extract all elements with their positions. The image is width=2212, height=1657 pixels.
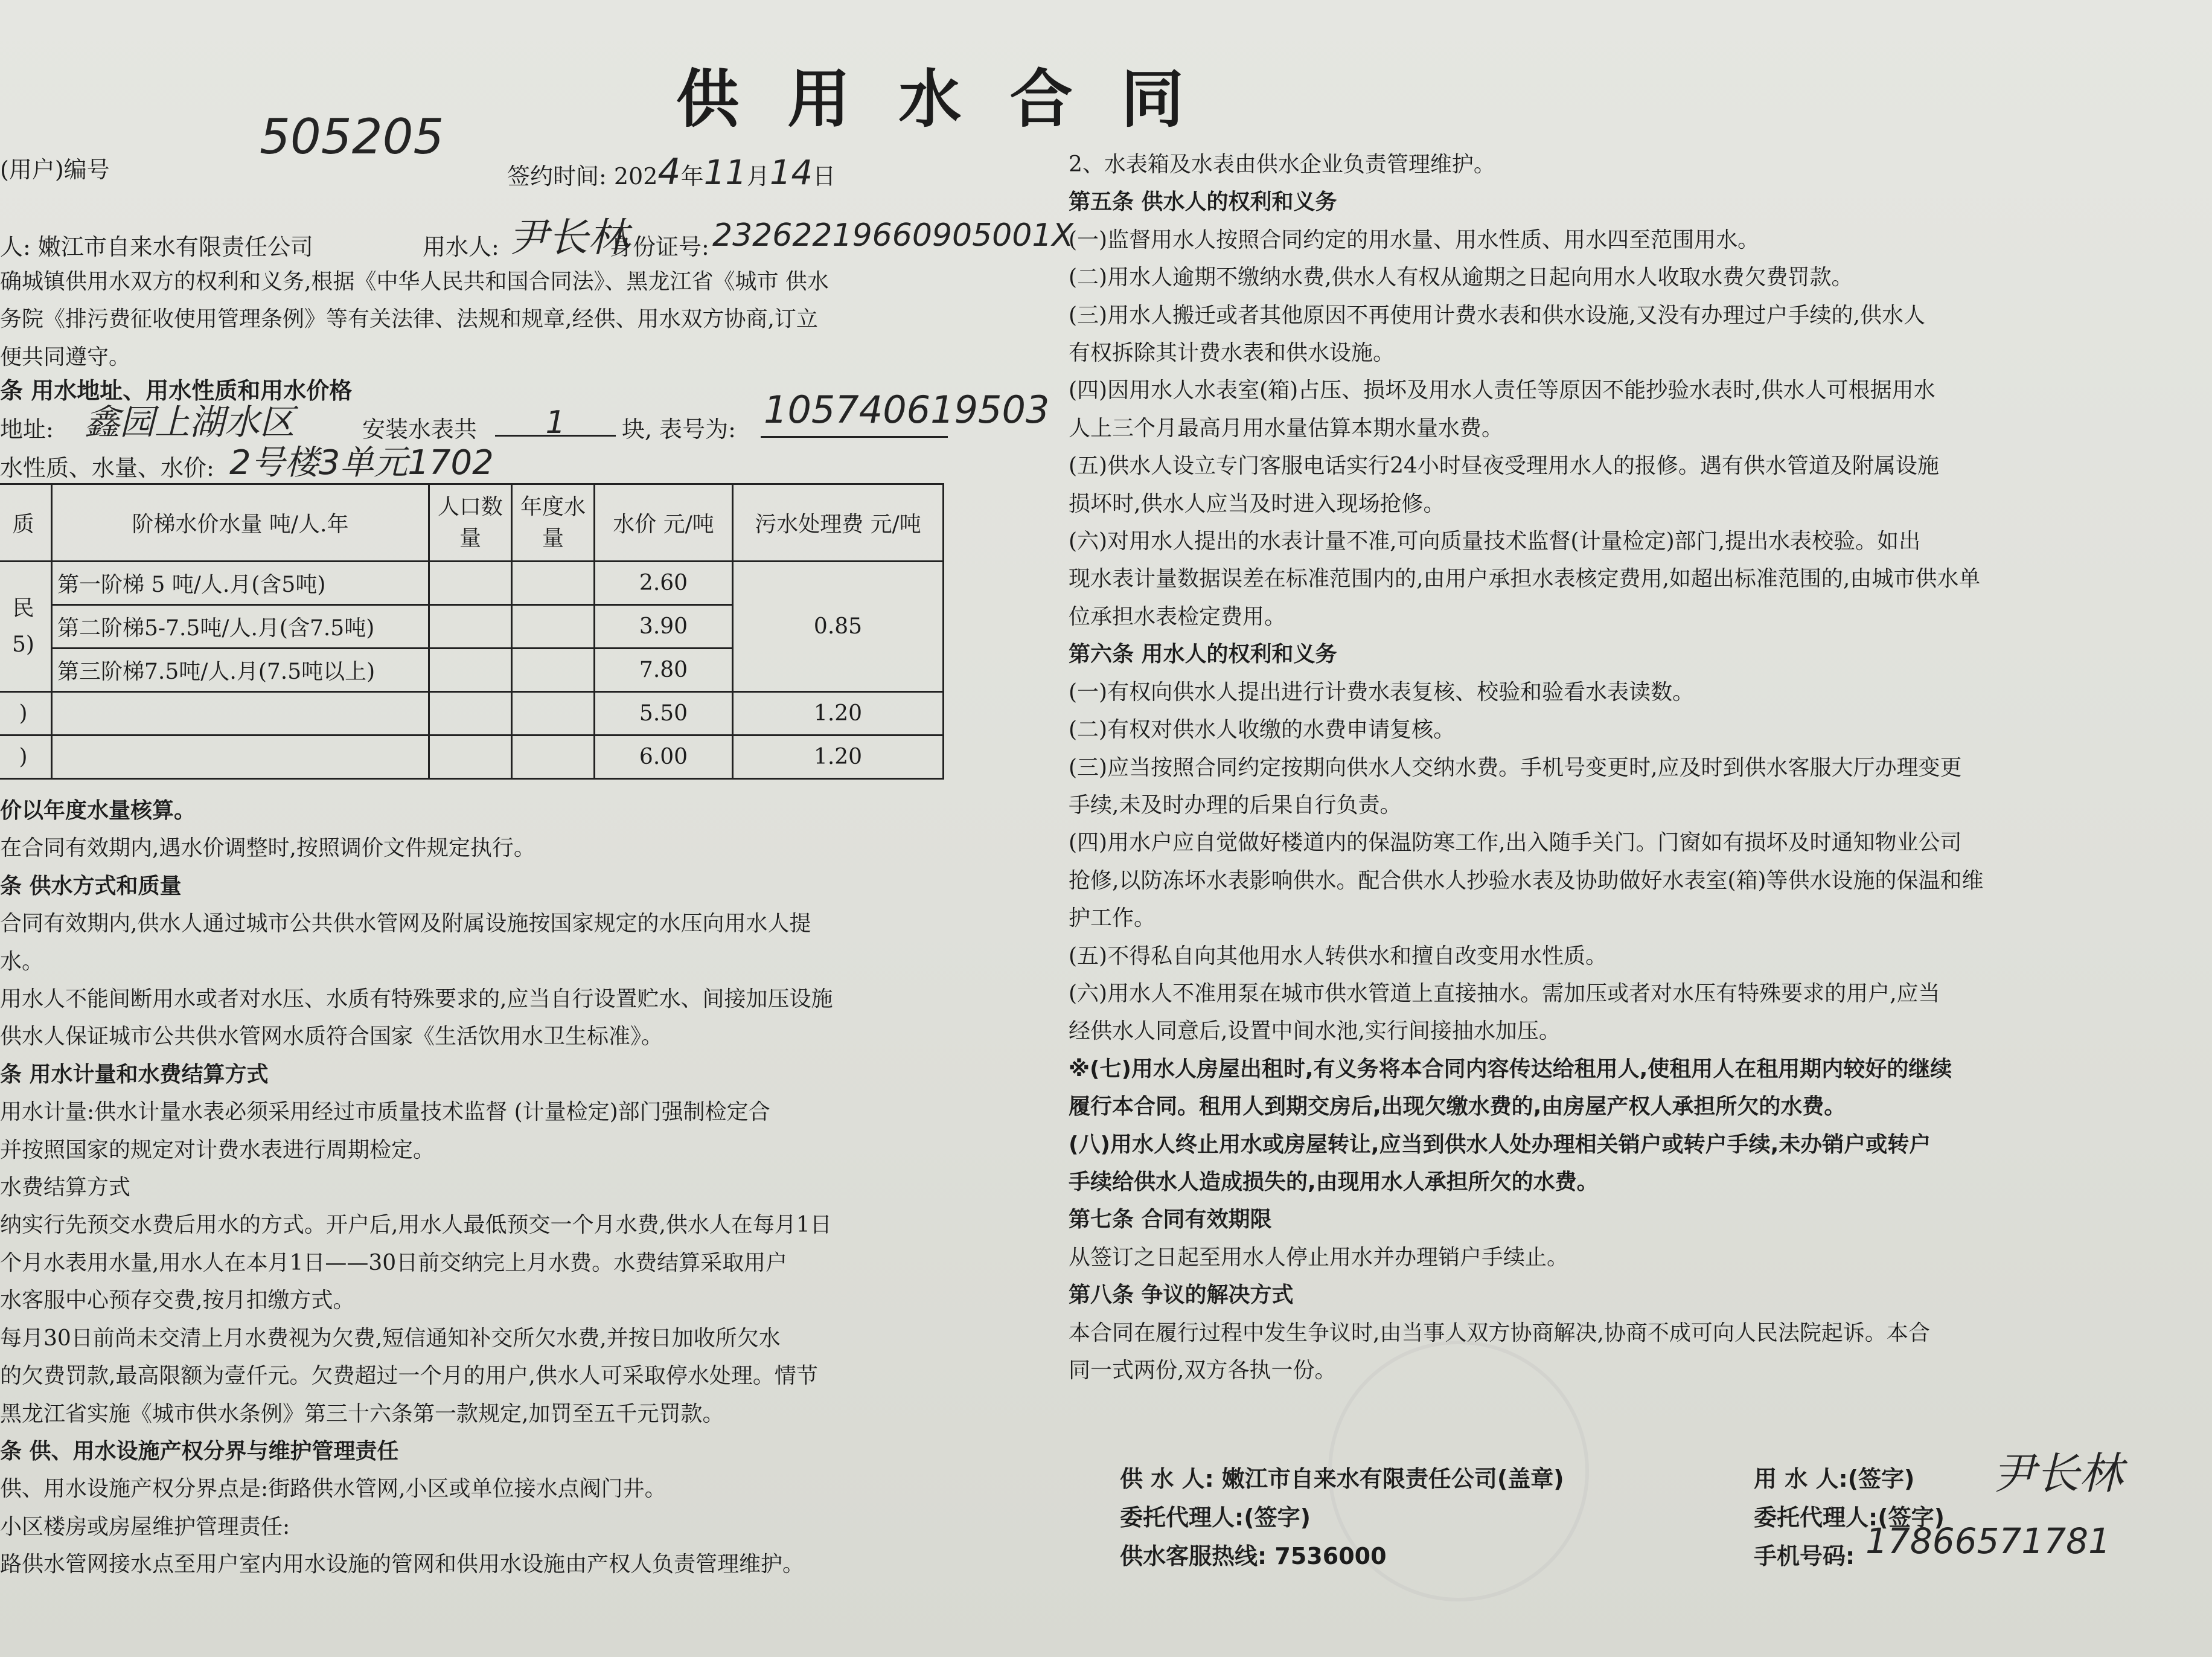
text-line: 用水计量:供水计量水表必须采用经过市质量技术监督 (计量检定)部门强制检定合 [0, 1100, 770, 1125]
price-cell: 3.90 [595, 605, 733, 649]
section-heading: 第五条 供水人的权利和义务 [1069, 190, 1337, 215]
header-cell: 污水处理费 元/吨 [733, 484, 944, 562]
text-line: 路供水管网接水点至用户室内用水设施的管网和供用水设施由产权人负责管理维护。 [0, 1552, 805, 1577]
handwritten-signature: 尹长林 [1992, 1448, 2123, 1499]
price-cell: 7.80 [595, 649, 733, 692]
header-cell: 水价 元/吨 [595, 484, 733, 562]
category-cell: ) [0, 736, 52, 779]
section-heading: 条 供、用水设施产权分界与维护管理责任 [0, 1438, 399, 1464]
text-line: (六)用水人不准用泵在城市供水管道上直接抽水。需加压或者对水压有特殊要求的用户,应当 [1069, 981, 1940, 1006]
text-line: (五)供水人设立专门客服电话实行24小时昼夜受理用水人的报修。遇有供水管道及附属设施 [1069, 454, 1939, 479]
table-header-row [0, 484, 944, 562]
user-label: 用水人: [423, 234, 499, 260]
population-cell [429, 605, 512, 649]
text-line: 每月30日前尚未交清上月水费视为欠费,短信通知补交所欠水费,并按日加收所欠水 [0, 1325, 781, 1351]
meter-count-label: 安装水表共 [362, 416, 478, 443]
handwritten-id-number: 23262219660905001X [712, 217, 1074, 254]
sewage-cell: 1.20 [733, 736, 944, 779]
text-line: 本合同在履行过程中发生争议时,由当事人双方协商解决,协商不成可向人民法院起诉。本合 [1069, 1320, 1930, 1345]
text-line: 水。 [0, 949, 44, 974]
text-line: 用水人不能间断用水或者对水压、水质有特殊要求的,应当自行设置贮水、间接加压设施 [0, 987, 833, 1012]
article-1-heading: 条 用水地址、用水性质和用水价格 [0, 377, 353, 404]
left-column-body [0, 792, 990, 1584]
text-line: (四)因用水人水表室(箱)占压、损坏及用水人责任等原因不能抄验水表时,供水人可根据用水 [1069, 378, 1936, 403]
text-line: 人上三个月最高月用水量估算本期水量水费。 [1069, 415, 1504, 441]
text-line: 黑龙江省实施《城市供水条例》第三十六条第一款规定,加罚至五千元罚款。 [0, 1401, 724, 1426]
text-line: 手续,未及时办理的后果自行负责。 [1069, 792, 1402, 818]
text-line: (一)有权向供水人提出进行计费水表复核、校验和验看水表读数。 [1069, 679, 1695, 705]
user-sign-line: 用 水 人:(签字) [1754, 1466, 1915, 1492]
text-line: 并按照国家的规定对计费水表进行周期检定。 [0, 1137, 435, 1162]
population-cell [429, 649, 512, 692]
text-line: 小区楼房或房屋维护管理责任: [0, 1514, 290, 1539]
annual-volume-cell [512, 649, 595, 692]
supplier-agent-line: 委托代理人:(签字) [1120, 1504, 1311, 1531]
handwritten-meter-number: 105740619503 [764, 388, 1050, 432]
meter-number-label: 块, 表号为: [622, 416, 736, 443]
header-cell: 年度水量 [512, 484, 595, 562]
text-line: 水客服中心预存交费,按月扣缴方式。 [0, 1288, 355, 1313]
hotline-line: 供水客服热线: 7536000 [1120, 1543, 1387, 1569]
tier-price-table [0, 483, 944, 780]
text-line: (三)应当按照合同约定按期向供水人交纳水费。手机号变更时,应及时到供水客服大厅办理变更 [1069, 755, 1962, 780]
tier-cell [52, 692, 429, 736]
price-cell: 2.60 [595, 562, 733, 605]
text-line: (三)用水人搬迁或者其他原因不再使用计费水表和供水设施,又没有办理过户手续的,供水人 [1069, 303, 1925, 328]
preamble-line: 便共同遵守。 [0, 344, 131, 370]
sign-date: 签约时间: 2024年11月14日 [507, 151, 836, 193]
handwritten-user-name: 尹长林 [508, 214, 628, 261]
tier-cell: 第三阶梯7.5吨/人.月(7.5吨以上) [52, 649, 429, 692]
address-label: 地址: [0, 416, 54, 443]
preamble-line: 确城镇供用水双方的权利和义务,根据《中华人民共和国合同法》、黑龙江省《城市 供水 [0, 269, 829, 294]
section-heading: 履行本合同。租用人到期交房后,出现欠缴水费的,由房屋产权人承担所欠的水费。 [1069, 1094, 1846, 1120]
text-line: 从签订之日起至用水人停止用水并办理销户手续止。 [1069, 1245, 1569, 1270]
population-cell [429, 692, 512, 736]
population-cell [429, 736, 512, 779]
preamble-line: 务院《排污费征收使用管理条例》等有关法律、法规和规章,经供、用水双方协商,订立 [0, 307, 818, 332]
text-line: 有权拆除其计费水表和供水设施。 [1069, 341, 1395, 366]
handwritten-phone: 17866571781 [1865, 1521, 2111, 1562]
section-heading: 条 用水计量和水费结算方式 [0, 1062, 269, 1087]
text-line: 现水表计量数据误差在标准范围内的,由用户承担水表核定费用,如超出标准范围的,由城市供水单 [1069, 566, 1981, 592]
text-line: 的欠费罚款,最高限额为壹仟元。欠费超过一个月的用户,供水人可采取停水处理。情节 [0, 1364, 818, 1389]
text-line: (四)用水户应自觉做好楼道内的保温防寒工作,出入随手关门。门窗如有损坏及时通知物业公司 [1069, 830, 1962, 856]
text-line: (一)监督用水人按照合同约定的用水量、用水性质、用水四至范围用水。 [1069, 227, 1760, 252]
text-line: 合同有效期内,供水人通过城市公共供水管网及附属设施按国家规定的水压向用水人提 [0, 911, 811, 937]
text-line: 纳实行先预交水费后用水的方式。开户后,用水人最低预交一个月水费,供水人在每月1日 [0, 1213, 832, 1238]
text-line: 抢修,以防冻坏水表影响供水。配合供水人抄验水表及协助做好水表室(箱)等供水设施的保温和维 [1069, 868, 1984, 893]
tier-cell: 第一阶梯 5 吨/人.月(含5吨) [52, 562, 429, 605]
table-row [0, 736, 944, 779]
section-heading: 手续给供水人造成损失的,由现用水人承担所欠的水费。 [1069, 1169, 1599, 1194]
section-heading: 价以年度水量核算。 [0, 798, 196, 823]
text-line: (二)用水人逾期不缴纳水费,供水人有权从逾期之日起向用水人收取水费欠费罚款。 [1069, 265, 1853, 290]
text-line: 损坏时,供水人应当及时进入现场抢修。 [1069, 491, 1445, 516]
section-heading: 第六条 用水人的权利和义务 [1069, 642, 1337, 667]
tier-cell: 第二阶梯5-7.5吨/人.月(含7.5吨) [52, 605, 429, 649]
handwritten-address: 鑫园上湖水区 [85, 402, 295, 443]
category-cell: ) [0, 692, 52, 736]
supplier-sign-line: 供 水 人: 嫩江市自来水有限责任公司(盖章) [1120, 1466, 1564, 1492]
annual-volume-cell [512, 692, 595, 736]
party-line: 人: 嫩江市自来水有限责任公司 [0, 234, 313, 260]
text-line: 个月水表用水量,用水人在本月1日——30日前交纳完上月水费。水费结算采取用户 [0, 1250, 788, 1275]
text-line: 供水人保证城市公共供水管网水质符合国家《生活饮用水卫生标准》。 [0, 1024, 663, 1050]
user-number-label: (用户)编号 [0, 156, 110, 183]
handwritten-user-number: 505205 [260, 109, 444, 165]
section-heading: 第七条 合同有效期限 [1069, 1207, 1272, 1232]
tier-cell [52, 736, 429, 779]
right-column-body [1069, 146, 2204, 1389]
water-nature-label: 水性质、水量、水价: [0, 455, 214, 481]
text-line: 同一式两份,双方各执一份。 [1069, 1358, 1337, 1383]
section-heading: 第八条 争议的解决方式 [1069, 1283, 1294, 1308]
text-line: (五)不得私自向其他用水人转供水和擅自改变用水性质。 [1069, 943, 1608, 969]
section-heading: (八)用水人终止用水或房屋转让,应当到供水人处办理相关销户或转户手续,未办销户或转户 [1069, 1132, 1931, 1157]
sewage-cell: 1.20 [733, 692, 944, 736]
sewage-cell: 0.85 [733, 562, 944, 692]
text-line: 水费结算方式 [0, 1175, 131, 1200]
user-agent-line: 委托代理人:(签字) [1754, 1504, 1945, 1531]
preamble [0, 263, 978, 376]
id-label: 身份证号: [610, 234, 709, 260]
price-cell: 6.00 [595, 736, 733, 779]
annual-volume-cell [512, 736, 595, 779]
text-line: 2、水表箱及水表由供水企业负责管理维护。 [1069, 152, 1495, 177]
text-line: 护工作。 [1069, 906, 1156, 931]
text-line: 位承担水表检定费用。 [1069, 604, 1287, 629]
annual-volume-cell [512, 562, 595, 605]
section-heading: 条 供水方式和质量 [0, 873, 182, 899]
table-row [0, 692, 944, 736]
section-heading: ※(七)用水人房屋出租时,有义务将本合同内容传达给租用人,使租用人在租用期内较好的继续 [1069, 1056, 1952, 1082]
handwritten-unit-address: 2号楼3单元1702 [229, 443, 494, 482]
header-cell: 质 [0, 484, 52, 562]
text-line: 经供水人同意后,设置中间水池,实行间接抽水加压。 [1069, 1019, 1561, 1044]
text-line: 供、用水设施产权分界点是:街路供水管网,小区或单位接水点阀门井。 [0, 1476, 666, 1502]
document-title: 供 用 水 合 同 [676, 62, 1197, 136]
price-cell: 5.50 [595, 692, 733, 736]
category-cell: 民 5) [0, 562, 52, 692]
text-line: (二)有权对供水人收缴的水费申请复核。 [1069, 717, 1456, 743]
table-row [0, 562, 944, 605]
text-line: 在合同有效期内,遇水价调整时,按照调价文件规定执行。 [0, 836, 535, 861]
phone-label: 手机号码: [1754, 1543, 1855, 1569]
header-cell: 阶梯水价水量 吨/人.年 [52, 484, 429, 562]
population-cell [429, 562, 512, 605]
header-cell: 人口数量 [429, 484, 512, 562]
annual-volume-cell [512, 605, 595, 649]
text-line: (六)对用水人提出的水表计量不准,可向质量技术监督(计量检定)部门,提出水表校验。如出 [1069, 529, 1921, 554]
meter-count-blank: 1 [495, 405, 616, 437]
